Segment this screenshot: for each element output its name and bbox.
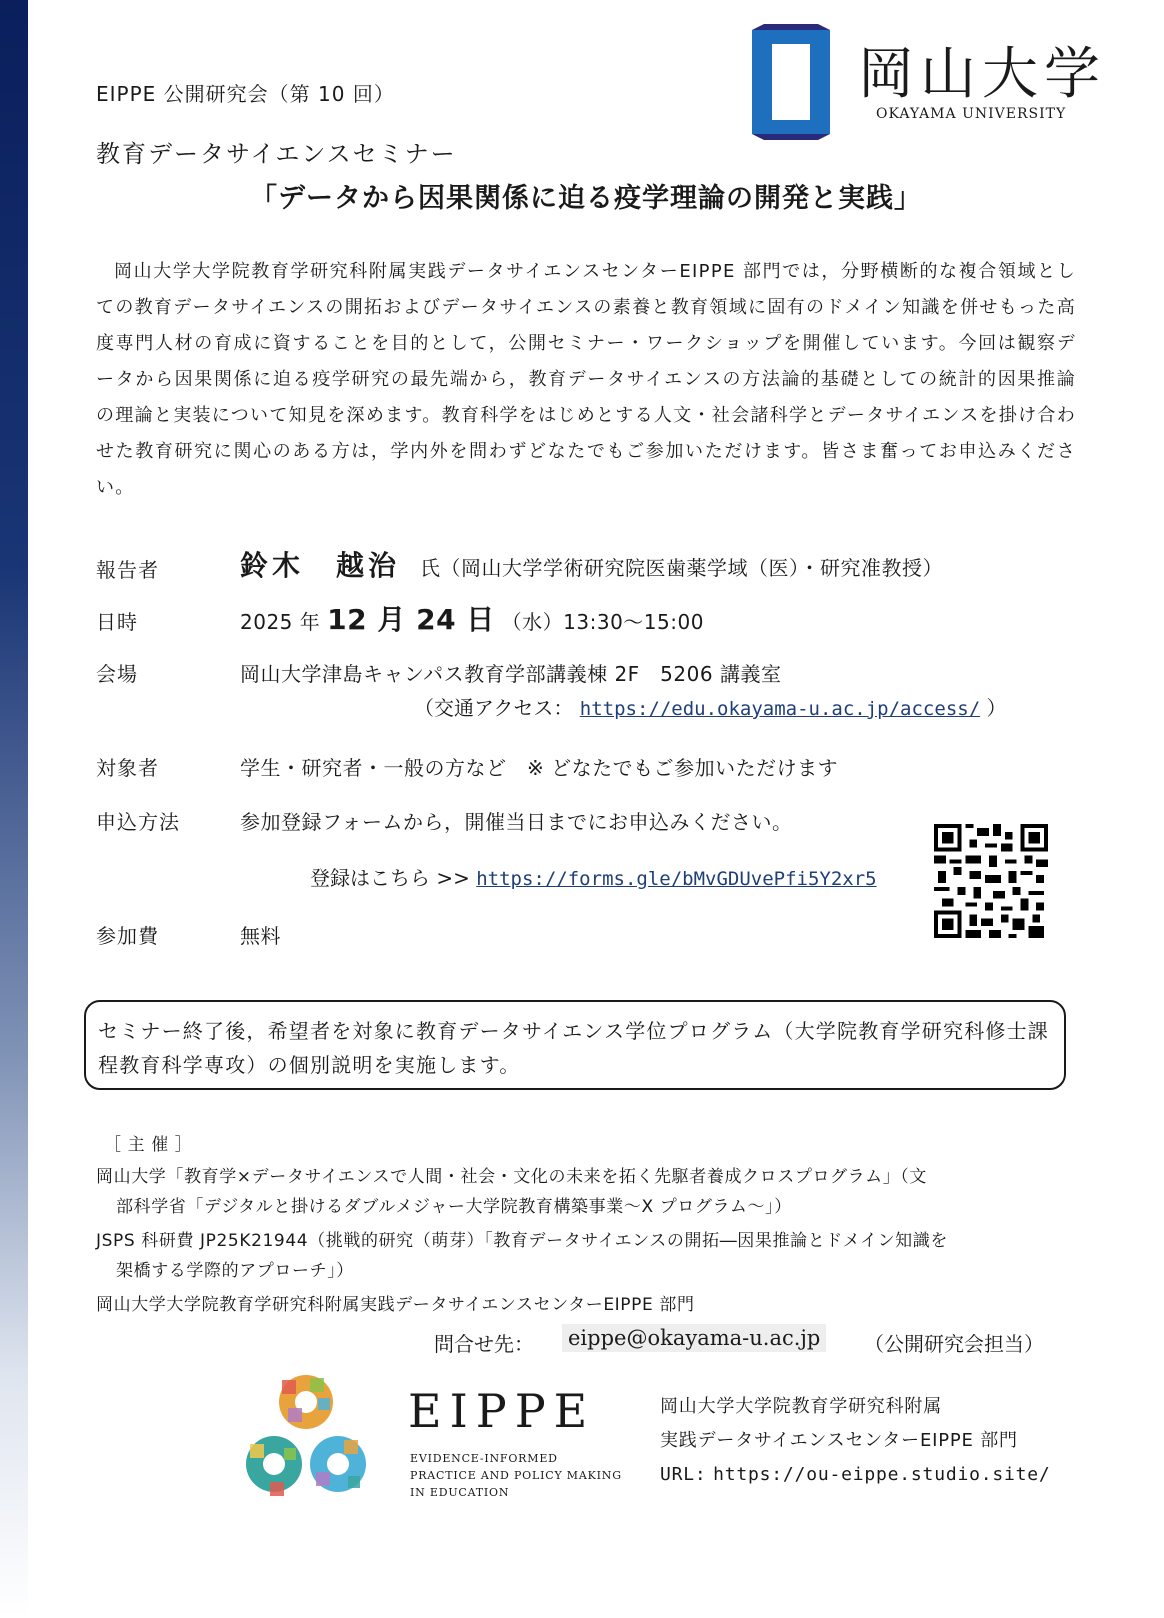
- speaker-label: 報告者: [96, 558, 159, 582]
- university-name-en: OKAYAMA UNIVERSITY: [876, 106, 1067, 122]
- eippe-subtitle-line-1: EVIDENCE-INFORMED: [410, 1452, 558, 1465]
- notice-box: セミナー終了後，希望者を対象に教育データサイエンス学位プログラム（大学院教育学研究科修士課程教育科学専攻）の個別説明を実施します。: [84, 1000, 1066, 1090]
- contact-email[interactable]: eippe@okayama-u.ac.jp: [562, 1324, 826, 1352]
- access-prefix: （交通アクセス：: [414, 696, 574, 720]
- fee-label: 参加費: [96, 924, 159, 948]
- page-title: 「データから因果関係に迫る疫学理論の開発と実践」: [250, 183, 922, 214]
- date-time: （水）13:30～15:00: [501, 610, 704, 634]
- organizers-heading: ［ 主 催 ］: [104, 1135, 193, 1155]
- center-name-line-1: 岡山大学大学院教育学研究科附属: [660, 1396, 942, 1417]
- university-emblem-icon: [752, 24, 830, 140]
- venue-label: 会場: [96, 662, 138, 686]
- eippe-subtitle-line-2: PRACTICE AND POLICY MAKING: [410, 1469, 622, 1482]
- center-url-row: [660, 1458, 1051, 1492]
- event-series: EIPPE 公開研究会（第 10 回）: [96, 82, 395, 106]
- venue-place: 岡山大学津島キャンパス教育学部講義棟 2F 5206 講義室: [240, 662, 782, 686]
- speaker-name: 鈴木 越治: [240, 549, 401, 582]
- url-label: URL:: [660, 1464, 707, 1485]
- qr-code-icon[interactable]: [934, 824, 1048, 938]
- university-name-ja: 岡山大学: [858, 42, 1106, 107]
- organizer-2-line-b: 架橋する学際的アプローチ」）: [116, 1261, 354, 1281]
- speaker-affiliation: 氏（岡山大学学術研究院医歯薬学域（医）・研究准教授）: [420, 556, 944, 580]
- access-link[interactable]: https://edu.okayama-u.ac.jp/access/: [579, 698, 981, 720]
- eippe-mosaic-logo-icon: [244, 1372, 368, 1502]
- organizer-2-line-a: JSPS 科研費 JP25K21944（挑戦的研究（萌芽）「教育データサイエンスの開拓―因果推論とドメイン知識を: [96, 1231, 948, 1251]
- contact-note: （公開研究会担当）: [864, 1332, 1044, 1356]
- venue-access: [414, 692, 1007, 721]
- date-label: 日時: [96, 610, 138, 634]
- center-url-link[interactable]: https://ou-eippe.studio.site/: [713, 1464, 1051, 1485]
- organizer-3: 岡山大学大学院教育学研究科附属実践データサイエンスセンターEIPPE 部門: [96, 1295, 695, 1315]
- organizer-1-line-a: 岡山大学「教育学×データサイエンスで人間・社会・文化の未来を拓く先駆者養成クロスプログラム」（文: [96, 1167, 927, 1187]
- audience-value: 学生・研究者・一般の方など ※ どなたでもご参加いただけます: [240, 756, 839, 780]
- eippe-subtitle-line-3: IN EDUCATION: [410, 1486, 510, 1499]
- side-gradient-bar: [0, 0, 28, 1618]
- date-row: [240, 598, 704, 638]
- apply-label: 申込方法: [96, 810, 180, 834]
- organizer-2: [96, 1226, 1076, 1286]
- center-name-line-2: 実践データサイエンスセンターEIPPE 部門: [660, 1430, 1018, 1451]
- speaker-row: [240, 544, 943, 584]
- organizer-1: [96, 1162, 1076, 1222]
- eippe-subtitle: [410, 1450, 622, 1501]
- organizer-1-line-b: 部科学省「デジタルと掛けるダブルメジャー大学院教育構築事業～X プログラム～」）: [116, 1197, 792, 1217]
- date-year: 2025 年: [240, 610, 321, 634]
- eippe-wordmark: EIPPE: [408, 1384, 596, 1438]
- access-suffix: ）: [986, 696, 1007, 720]
- fee-value: 無料: [240, 924, 281, 948]
- register-link[interactable]: https://forms.gle/bMvGDUvePfi5Y2xr5: [476, 868, 877, 890]
- apply-value: 参加登録フォームから，開催当日までにお申込みください。: [240, 810, 793, 834]
- contact-label: 問合せ先：: [434, 1332, 534, 1356]
- register-row: [310, 862, 877, 891]
- audience-label: 対象者: [96, 756, 159, 780]
- intro-paragraph: 岡山大学大学院教育学研究科附属実践データサイエンスセンターEIPPE 部門では，分野横断的な複合領域としての教育データサイエンスの開拓およびデータサイエンスの素養と教育領域に固有のドメイン知識を併せもった高度専門人材の育成に資することを目的として，公開セミナー・ワークショップを開催しています。今回は観察データから因果関係に迫る疫学研究の最先端から，教育データサイエンスの方法論的基礎としての統計的因果推論の理論と実装について知見を深めます。教育科学をはじめとする人文・社会諸科学とデータサイエンスを掛け合わせた教育研究に関心のある方は，学内外を問わずどなたでもご参加いただけます。皆さま奮ってお申込みください。: [96, 261, 1076, 498]
- center-info: [660, 1390, 1051, 1492]
- register-prefix: 登録はこちら >>: [310, 866, 470, 890]
- seminar-name: 教育データサイエンスセミナー: [96, 140, 457, 168]
- date-monthday: 12 月 24 日: [327, 603, 495, 636]
